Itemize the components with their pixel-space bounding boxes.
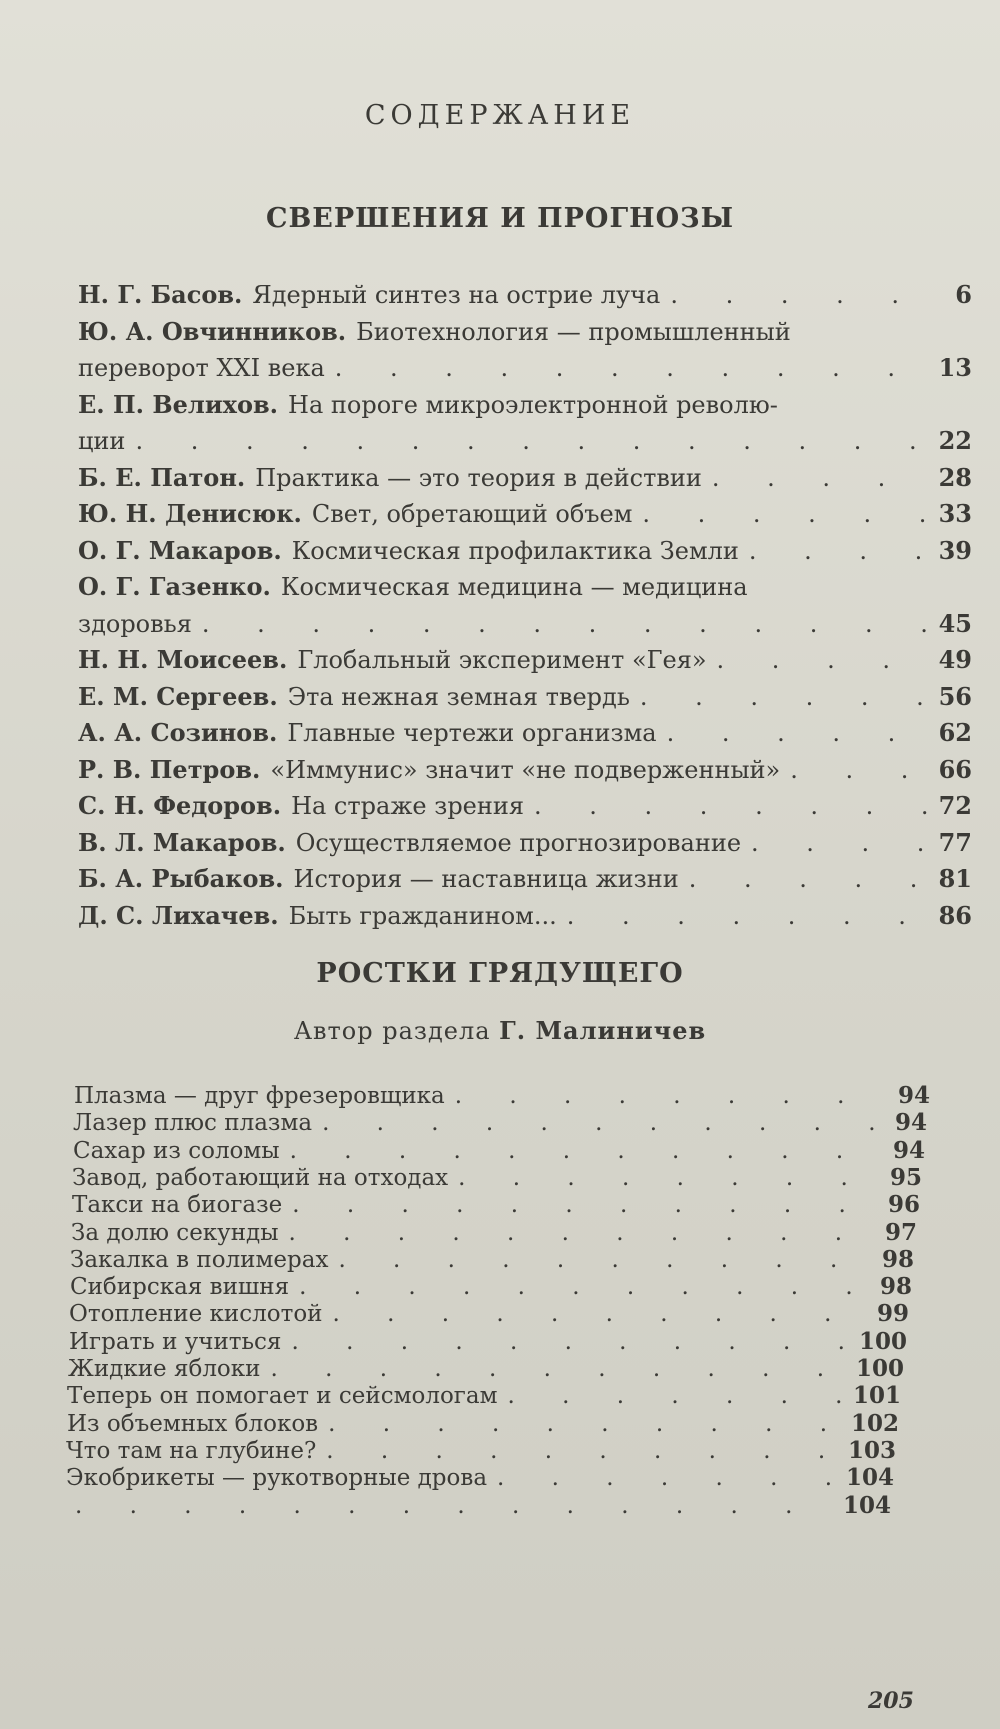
toc2-entry-row (65, 1492, 891, 1519)
toc-leader-dots (749, 537, 929, 565)
toc-leader-dots (75, 1493, 833, 1519)
toc2-entry-page: 94 (894, 1109, 927, 1137)
toc-entry-text (78, 682, 630, 711)
toc-entry-title-cont: переворот XXI века (78, 354, 325, 382)
toc2-entry-title: Сибирская вишня (70, 1274, 290, 1301)
toc2-entry-page: 95 (889, 1163, 922, 1191)
toc-entry-row (78, 280, 972, 309)
toc-entry-page: 77 (938, 827, 972, 857)
toc2-entry-page: 97 (884, 1218, 917, 1246)
toc-entry-text (78, 718, 657, 747)
toc2-entry-page: 94 (897, 1082, 930, 1109)
toc-leader-dots (338, 1247, 872, 1273)
toc2-entry-row (70, 1273, 912, 1300)
toc2-entry-page: 101 (852, 1382, 901, 1410)
toc-entry-title: На страже зрения (291, 792, 525, 820)
toc-leader-dots (290, 1138, 883, 1164)
toc-entry-title: Глобальный эксперимент «Гея» (297, 646, 707, 674)
toc-entry-page: 56 (938, 681, 972, 711)
toc-entry-author: Е. М. Сергеев. (78, 681, 278, 711)
toc-leader-dots (717, 646, 929, 674)
toc-entry-title: Биотехнология — промышленный (356, 317, 791, 346)
toc-entry-text (78, 755, 780, 784)
toc-entry-text (78, 463, 702, 492)
toc-leader-dots (202, 610, 929, 638)
toc-entry-author: Ю. Н. Денисюк. (78, 499, 302, 528)
toc-entry-page: 6 (955, 280, 972, 309)
toc2-entry-page: 96 (887, 1191, 920, 1219)
toc-leader-dots (534, 792, 929, 820)
toc2-entry-row (66, 1464, 894, 1491)
toc-leader-dots (292, 1192, 878, 1218)
toc-entry-title: История — наставница жизни (293, 865, 679, 893)
section-heading-2: РОСТКИ ГРЯДУЩЕГО (316, 958, 684, 989)
toc2-entry-page: 94 (892, 1136, 925, 1164)
toc-leader-dots (322, 1110, 885, 1136)
toc-entry-author: Ю. А. Овчинников. (78, 316, 347, 346)
toc-entry-title: На пороге микроэлектронной револю- (288, 390, 778, 419)
toc-entry-page: 45 (938, 608, 972, 638)
toc2-entry-row (69, 1300, 909, 1327)
toc2-entry-title: Отопление кислотой (69, 1301, 323, 1328)
toc2-entry-row (70, 1246, 914, 1273)
toc-entry-title: Быть гражданином... (288, 901, 557, 930)
page-number: 205 (868, 1688, 914, 1714)
toc-entry-title: Главные чертежи организма (287, 719, 657, 747)
toc-entry-title: Космическая медицина — медицина (280, 573, 748, 601)
toc-entry-author: Н. Н. Моисеев. (78, 645, 288, 674)
toc-entry-row (78, 828, 972, 857)
toc-leader-dots (328, 1411, 841, 1437)
toc-entry-author: О. Г. Макаров. (78, 535, 282, 565)
toc-entry-title: Практика — это теория в действии (255, 463, 702, 492)
toc-entry-page: 81 (938, 864, 972, 893)
toc2-entry-row (72, 1164, 922, 1191)
toc2-entry-title: Плазма — друг фрезеровщика (74, 1083, 445, 1109)
toc-leader-dots (667, 719, 929, 747)
toc-leader-dots (507, 1383, 843, 1409)
toc-leader-dots (790, 756, 928, 784)
toc-leader-dots (326, 1438, 838, 1464)
toc2-entry-title: За долю секунды (71, 1219, 279, 1246)
toc-entry-author: С. Н. Федоров. (78, 791, 282, 820)
section-heading-1: СВЕРШЕНИЯ И ПРОГНОЗЫ (265, 203, 735, 234)
toc-entry-page: 86 (938, 900, 972, 930)
toc-entry-row (78, 536, 972, 565)
toc-entry-text (78, 499, 632, 528)
toc-leader-dots (458, 1165, 880, 1191)
toc2-entry-page: 103 (847, 1436, 896, 1464)
toc-leader-dots (455, 1083, 888, 1109)
toc-entry-row (78, 609, 972, 638)
toc-entry-text (78, 536, 739, 565)
toc2-entry-row (74, 1082, 930, 1109)
toc2-entry-page: 98 (879, 1273, 912, 1301)
toc-entry-line1 (78, 390, 778, 419)
toc-leader-dots (333, 1301, 867, 1327)
toc-entry-title-cont: ции (78, 427, 126, 455)
toc2-entry-row (69, 1328, 907, 1355)
toc2-entry-title: Такси на биогазе (72, 1192, 283, 1219)
toc2-entry-page: 104 (845, 1464, 894, 1492)
toc-entry-page: 49 (938, 645, 972, 674)
toc-entry-line1 (78, 317, 791, 346)
toc-leader-dots (497, 1465, 836, 1491)
byline-author: Г. Малиничев (499, 1016, 707, 1045)
toc2-entry-page: 100 (858, 1327, 907, 1355)
toc-entry-author: В. Л. Макаров. (78, 827, 286, 857)
toc2-entry-title: Лазер плюс плазма (73, 1110, 313, 1137)
toc-leader-dots (567, 902, 929, 930)
toc-entry-page: 66 (938, 754, 972, 784)
toc2-entry-title: Закалка в полимерах (70, 1246, 329, 1273)
toc-entry-row (78, 901, 972, 930)
toc-leader-dots (689, 865, 929, 893)
toc-entry-author: А. А. Созинов. (78, 718, 278, 747)
toc-entry-title: Ядерный синтез на острие луча (252, 281, 661, 309)
toc-entry-page: 33 (938, 499, 972, 528)
toc-entry-title: Космическая профилактика Земли (291, 536, 739, 565)
toc-leader-dots (289, 1220, 875, 1246)
toc2-entry-row (71, 1219, 917, 1246)
toc-entry-title-cont: здоровья (78, 609, 192, 638)
toc2-entry-title: Играть и учиться (69, 1328, 282, 1355)
toc-entry-line1 (78, 572, 748, 601)
toc2-entry-row (66, 1437, 896, 1464)
toc-entry-author: Н. Г. Басов. (78, 280, 243, 309)
toc2-entry-page: 99 (876, 1300, 909, 1328)
toc2-entry-page: 104 (842, 1491, 891, 1519)
toc-leader-dots (135, 427, 928, 455)
toc2-entry-row (72, 1191, 920, 1218)
toc-entry-title: Свет, обретающий объем (311, 500, 633, 528)
toc-leader-dots (642, 500, 928, 528)
toc-entry-text (78, 901, 557, 930)
toc2-entry-title: Что там на глубине? (66, 1437, 317, 1464)
toc2-entry-page: 100 (855, 1355, 904, 1382)
toc-entry-author: Б. Е. Патон. (78, 462, 246, 492)
toc2-entry-title: Жидкие яблоки (68, 1356, 261, 1382)
toc-entry-row (78, 426, 972, 455)
toc-entry-row (78, 353, 972, 382)
toc-entry-title: Эта нежная земная твердь (287, 682, 630, 711)
toc2-entry-title: Теперь он помогает и сейсмологам (67, 1383, 498, 1410)
byline-prefix: Автор раздела (293, 1017, 491, 1045)
toc-leader-dots (751, 829, 929, 857)
toc-leader-dots (291, 1329, 849, 1355)
toc2-entry-row (68, 1355, 904, 1382)
toc-entry-row (78, 718, 972, 747)
toc2-entry-title: Экобрикеты — рукотворные дрова (66, 1465, 488, 1492)
toc-entry-author: Д. С. Лихачев. (78, 900, 279, 930)
toc2-entry-title: Из объемных блоков (67, 1410, 319, 1437)
toc2-entry-title: Завод, работающий на отходах (72, 1164, 449, 1191)
toc-leader-dots (670, 281, 945, 309)
toc-entry-text (78, 791, 524, 820)
toc-entry-text (78, 864, 679, 893)
toc2-entry-row (73, 1109, 927, 1136)
toc-leader-dots (640, 683, 929, 711)
toc-entry-page: 72 (938, 791, 972, 820)
toc-leader-dots (712, 464, 929, 492)
toc-entry-row (78, 682, 972, 711)
toc-leader-dots (335, 354, 929, 382)
toc-entry-author: Р. В. Петров. (78, 754, 261, 784)
toc-entry-row (78, 755, 972, 784)
page-title: СОДЕРЖАНИЕ (364, 100, 636, 131)
toc-entry-row (78, 463, 972, 492)
toc-entry-title: Осуществляемое прогнозирование (295, 828, 742, 857)
toc-entry-page: 39 (938, 535, 972, 565)
toc-entry-author: О. Г. Газенко. (78, 572, 271, 601)
toc-entry-page: 28 (938, 462, 972, 492)
toc-entry-row (78, 791, 972, 820)
toc-entry-page: 62 (938, 718, 972, 747)
toc2-entry-page: 102 (850, 1409, 899, 1437)
toc-entry-author: Б. А. Рыбаков. (78, 864, 284, 893)
section-byline (0, 1016, 1000, 1045)
toc2-entry-title: Сахар из соломы (73, 1137, 280, 1164)
toc-entry-text (78, 280, 660, 309)
toc-entry-page: 13 (938, 353, 972, 382)
toc-entry-author: Е. П. Велихов. (78, 389, 279, 419)
toc-entry-row (78, 645, 972, 674)
toc2-entry-row (67, 1410, 899, 1437)
toc2-entry-row (67, 1382, 901, 1409)
toc-entry-text (78, 645, 707, 674)
toc-entry-page: 22 (938, 426, 972, 455)
toc-entry-row (78, 499, 972, 528)
toc-entry-title: «Иммунис» значит «не подверженный» (270, 755, 781, 784)
toc-leader-dots (299, 1274, 870, 1300)
toc-leader-dots (270, 1356, 846, 1382)
toc2-entry-row (73, 1137, 925, 1164)
toc-entry-text (78, 828, 741, 857)
toc2-entry-page: 98 (881, 1245, 914, 1273)
toc-entry-row (78, 864, 972, 893)
